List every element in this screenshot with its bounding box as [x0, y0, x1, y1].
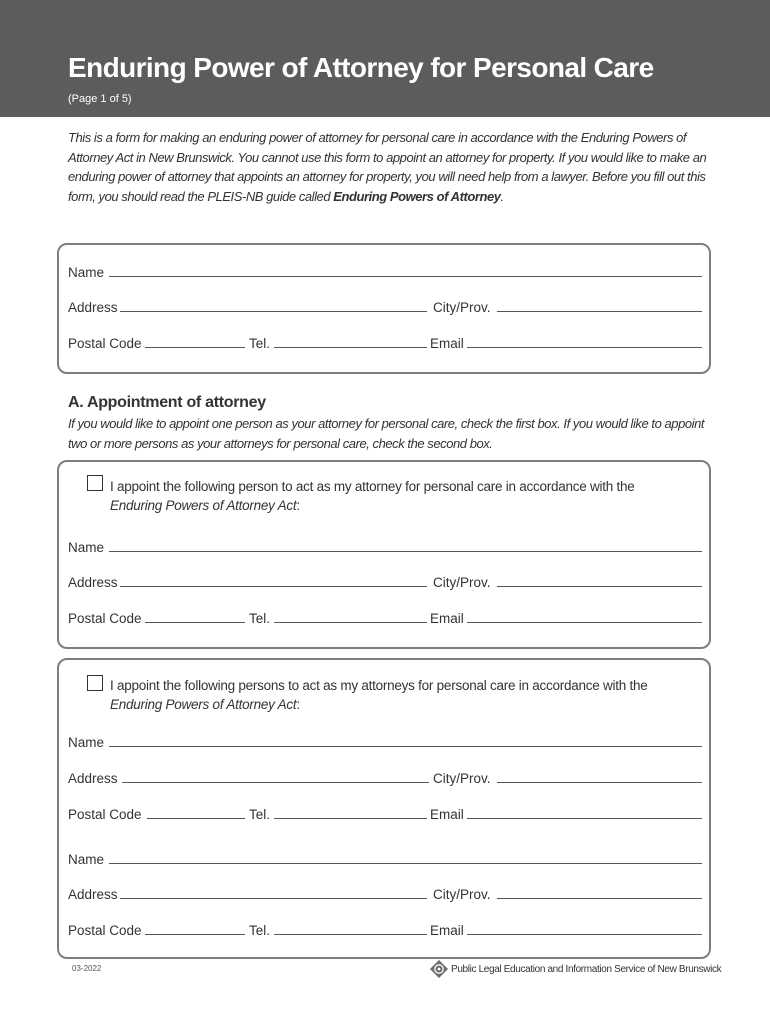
- donor-tel-field[interactable]: [274, 347, 427, 348]
- attorney1-tel-field[interactable]: [274, 818, 427, 819]
- attorney2-tel-label: Tel.: [249, 923, 271, 938]
- page-header: [0, 0, 770, 117]
- multiple-attorneys-end: :: [296, 697, 300, 712]
- form-code: 03-2022: [72, 964, 102, 973]
- intro-end: .: [500, 188, 504, 204]
- attorney2-email-label: Email: [430, 923, 464, 938]
- donor-address-label: Address: [68, 300, 118, 315]
- attorney1-name-field[interactable]: [109, 746, 702, 747]
- attorney1-email-field[interactable]: [467, 818, 702, 819]
- attorney2-email-field[interactable]: [467, 934, 702, 935]
- attorney1-city-label: City/Prov.: [433, 771, 491, 786]
- attorney-email-label: Email: [430, 611, 464, 626]
- single-attorney-end: :: [296, 498, 300, 513]
- page-number: (Page 1 of 5): [68, 93, 132, 105]
- attorney1-address-label: Address: [68, 771, 118, 786]
- attorney-tel-label: Tel.: [249, 611, 271, 626]
- intro-text: This is a form for making an enduring power of attorney for personal care in accordance with the Enduring Powers of Attorney Act in New Brunswick. You cannot use this form to appoint an attorney for property. If you would like to make an enduring power of attorney that appoints an attorney for property, you will need help from a lawyer. Before you fill out this form, you should read the PLEIS-NB guide called: [68, 130, 707, 204]
- attorney2-city-label: City/Prov.: [433, 887, 491, 902]
- attorney-email-field[interactable]: [467, 622, 702, 623]
- donor-postal-label: Postal Code: [68, 336, 142, 351]
- attorney1-address-field[interactable]: [122, 782, 429, 783]
- attorney-name-label: Name: [68, 540, 105, 555]
- intro-paragraph: [68, 128, 716, 206]
- attorney2-postal-label: Postal Code: [68, 923, 142, 938]
- attorney-name-field[interactable]: [109, 551, 702, 552]
- attorney-address-label: Address: [68, 575, 118, 590]
- donor-city-label: City/Prov.: [433, 300, 491, 315]
- multiple-attorneys-act: Enduring Powers of Attorney Act: [110, 697, 297, 712]
- attorney-postal-label: Postal Code: [68, 611, 142, 626]
- attorney2-name-field[interactable]: [109, 863, 702, 864]
- attorney-city-field[interactable]: [497, 586, 702, 587]
- single-attorney-statement: [110, 477, 685, 515]
- attorney-tel-field[interactable]: [274, 622, 427, 623]
- attorney1-name-label: Name: [68, 735, 105, 750]
- attorney2-address-field[interactable]: [120, 898, 427, 899]
- donor-info-box: [57, 243, 711, 374]
- attorney1-tel-label: Tel.: [249, 807, 271, 822]
- attorney-postal-field[interactable]: [145, 622, 245, 623]
- section-a-note: If you would like to appoint one person as your attorney for personal care, check the first box. If you would like to appoint two or more persons as your attorneys for personal care, check the second box.: [68, 416, 705, 451]
- multiple-attorneys-text: I appoint the following persons to act as my attorneys for personal care in accordance with the: [110, 678, 648, 693]
- multiple-attorneys-checkbox[interactable]: [87, 675, 103, 691]
- donor-name-label: Name: [68, 265, 105, 280]
- donor-address-field[interactable]: [120, 311, 427, 312]
- single-attorney-text: I appoint the following person to act as my attorney for personal care in accordance with the: [110, 479, 635, 494]
- attorney1-city-field[interactable]: [497, 782, 702, 783]
- guide-title: Enduring Powers of Attorney: [333, 188, 501, 204]
- single-attorney-act: Enduring Powers of Attorney Act: [110, 498, 297, 513]
- donor-postal-field[interactable]: [145, 347, 245, 348]
- attorney1-email-label: Email: [430, 807, 464, 822]
- pleis-logo-icon: [430, 960, 448, 978]
- donor-email-field[interactable]: [467, 347, 702, 348]
- attorney1-postal-label: Postal Code: [68, 807, 142, 822]
- form-title: Enduring Power of Attorney for Personal Care: [68, 52, 654, 83]
- attorney2-name-label: Name: [68, 852, 105, 867]
- attorney2-tel-field[interactable]: [274, 934, 427, 935]
- attorney2-city-field[interactable]: [497, 898, 702, 899]
- attorney2-address-label: Address: [68, 887, 118, 902]
- section-a-title: A. Appointment of attorney: [68, 394, 266, 411]
- attorney1-postal-field[interactable]: [147, 818, 245, 819]
- donor-email-label: Email: [430, 336, 464, 351]
- donor-name-field[interactable]: [109, 276, 702, 277]
- multiple-attorneys-statement: [110, 676, 690, 714]
- footer-organization: [430, 960, 722, 980]
- attorney-address-field[interactable]: [120, 586, 427, 587]
- attorney2-postal-field[interactable]: [145, 934, 245, 935]
- donor-city-field[interactable]: [497, 311, 702, 312]
- single-attorney-checkbox[interactable]: [87, 475, 103, 491]
- donor-tel-label: Tel.: [249, 336, 271, 351]
- attorney-city-label: City/Prov.: [433, 575, 491, 590]
- organization-name: Public Legal Education and Information Service of New Brunswick: [451, 964, 722, 975]
